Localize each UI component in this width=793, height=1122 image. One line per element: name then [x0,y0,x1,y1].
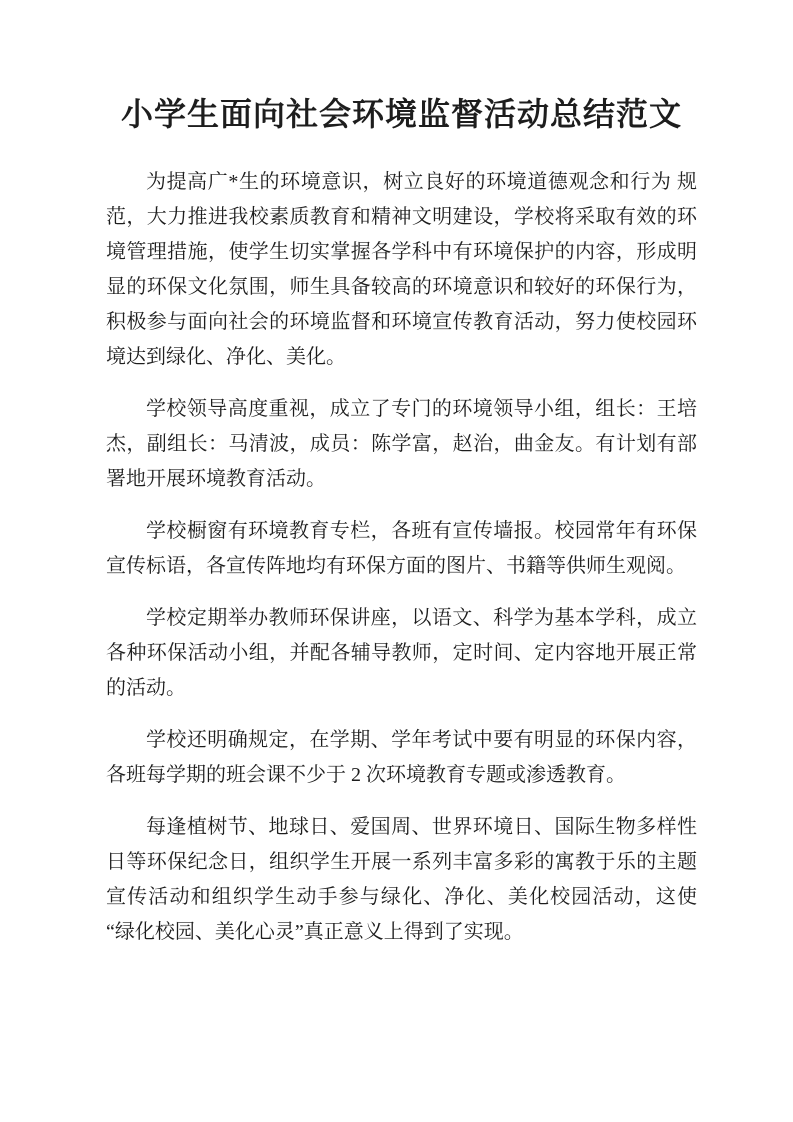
paragraph [106,723,697,793]
text-line: 境管理措施，使学生切实掌握各学科中有环境保护的内容，形成明 [106,241,697,263]
text-line: 日等环保纪念日，组织学生开展一系列丰富多彩的寓教于乐的主题 [106,851,697,873]
document-title: 小学生面向社会环境监督活动总结范文 [120,96,682,132]
document-body [106,165,697,950]
text-line: 的活动。 [106,677,186,699]
text-line: 各班每学期的班会课不少于 2 次环境教育专题或渗透教育。 [106,764,626,786]
paragraph [106,810,697,950]
paragraph [106,392,697,497]
text-line: 境达到绿化、净化、美化。 [106,346,346,368]
paragraph [106,514,697,584]
text-line: 每逢植树节、地球日、爱国周、世界环境日、国际生物多样性 [146,816,697,838]
text-line: 署地开展环境教育活动。 [106,468,326,490]
text-line: 显的环保文化氛围，师生具备较高的环境意识和较好的环保行为， [106,276,697,298]
text-line: “绿化校园、美化心灵”真正意义上得到了实现。 [106,921,524,943]
text-line: 各种环保活动小组，并配各辅导教师，定时间、定内容地开展正常 [106,642,697,664]
text-line: 学校定期举办教师环保讲座，以语文、科学为基本学科，成立 [146,607,697,629]
text-line: 范，大力推进我校素质教育和精神文明建设，学校将采取有效的环 [106,206,697,228]
text-line: 宣传标语，各宣传阵地均有环保方面的图片、书籍等供师生观阅。 [106,555,686,577]
text-line: 积极参与面向社会的环境监督和环境宣传教育活动，努力使校园环 [106,311,697,333]
text-line: 宣传活动和组织学生动手参与绿化、净化、美化校园活动，这使 [106,886,697,908]
text-line: 为提高广*生的环境意识，树立良好的环境道德观念和行为 规 [146,171,697,193]
paragraph [106,601,697,706]
text-line: 学校橱窗有环境教育专栏，各班有宣传墙报。校园常年有环保 [146,520,697,542]
paragraph [106,165,697,375]
text-line: 学校领导高度重视，成立了专门的环境领导小组，组长：王培 [146,398,697,420]
text-line: 杰，副组长：马清波，成员：陈学富，赵治，曲金友。有计划有部 [106,433,697,455]
text-line: 学校还明确规定，在学期、学年考试中要有明显的环保内容， [146,729,697,751]
